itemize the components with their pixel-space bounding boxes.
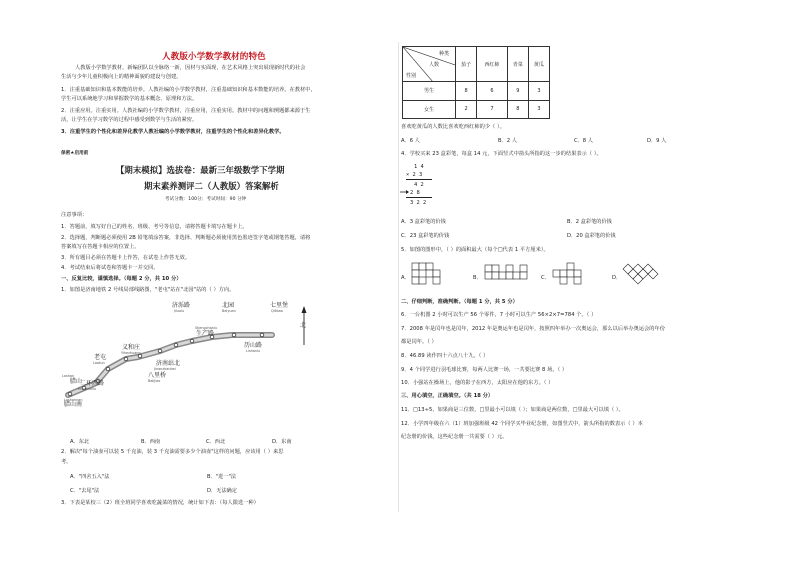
station-marker [68, 392, 72, 396]
q3-option-c: C．8 人 [574, 138, 593, 144]
station-pinyin: Qilibao [271, 309, 283, 313]
station-pinyin: Yihezhuang [121, 351, 141, 355]
station-marker [190, 339, 194, 343]
q1-option-a: A．东北 [70, 439, 90, 445]
table-cell: 2 [456, 100, 477, 119]
station-label: 老屯 [94, 354, 107, 361]
exam-title-2: 期末素养测评二（人教版）答案解析 [144, 181, 279, 191]
q4-option-b: B．2 盒彩笔的价钱 [567, 219, 612, 225]
station-marker [232, 333, 236, 337]
north-arrow-head [302, 306, 307, 313]
q5-shape-b [484, 264, 538, 288]
feature-line: 3．注重学生的个性化和差异化教学人教社编的小学数学教材，注重学生的个性化和差异化教学。 [61, 129, 285, 135]
corner-top-label: 种类 [439, 51, 450, 57]
column-divider [398, 42, 399, 512]
table-cell: 9 [507, 82, 528, 101]
arrow-icon [400, 188, 410, 196]
fill-line: 12．小学四年级在六（1）班加强班级 42 个同学买毕业纪念册，如图竖式中，箭头所指的数表示（ ）本 [401, 421, 643, 427]
table-cell: 8 [456, 82, 477, 101]
q2-option-c: C．"去尾"法 [70, 488, 100, 494]
row-label: 女生 [403, 100, 456, 119]
intro-line: 人教版小学数学教材，新编团队以全脉络一新，因材与实面现，在艺术风格上突出展现新时代的社会 [75, 65, 306, 71]
section-2-heading: 二、仔细判断，准确判断。（每题 1 分，共 5 分） [401, 299, 518, 305]
notes-heading: 注意事项： [61, 212, 88, 218]
question-3-text: 喜欢吃黄瓜的人数比喜欢吃西红柿的少（ ）。 [401, 124, 505, 130]
preference-table-wrap [402, 46, 550, 119]
station-label: 八里桥 [148, 372, 167, 379]
q1-option-d: D．东南 [272, 439, 292, 445]
exam-title-1: 【期末模拟】选拔卷：最新三年级数学下学期 [116, 165, 285, 175]
q5-option-d: D． [612, 275, 622, 281]
station-pinyin: Erhuanxilu [78, 387, 97, 391]
station-marker [158, 349, 162, 353]
station-marker [260, 333, 264, 337]
table-cell: 8 [507, 100, 528, 119]
judge-line: 都是闰年。（ ） [401, 339, 437, 345]
judge-line: 7．2008 年是闰年也是闰年，2012 年是奥运年也是闰年，按照四年举办一次奥运会，那么以后举办奥运会的年份 [401, 326, 666, 332]
intro-line: 生活与少年儿童积极向上的精神面貌的建设与创建。 [61, 74, 182, 80]
judge-line: 8．46.89 读作四十六点八十九。（ ） [401, 353, 489, 359]
question-1: 1．如图是济南地铁 2 号线局部线路图，"老屯"站在"北园"站的（ ）方向。 [61, 287, 235, 293]
vertical-multiplication [404, 164, 434, 214]
q3-option-d: D．9 人 [647, 138, 667, 144]
feature-line: 1．注重基础知识和基本数能的培养。人教社编的小学数学教材，注重基础知识和基本数能的培养。在教材中， [61, 87, 316, 93]
mult-line: 4 2 [414, 182, 424, 188]
corner-mid-label: 人数 [429, 62, 440, 68]
q4-option-a: A．3 盒彩笔的价钱 [401, 219, 446, 225]
mult-line: 3 2 2 [410, 200, 427, 206]
station-marker [174, 343, 178, 347]
q1-option-b: B．西南 [141, 439, 161, 445]
q5-shape-a [411, 262, 451, 292]
q5-shape-c [552, 262, 592, 292]
table-corner [403, 47, 456, 82]
table-cell: 6 [477, 82, 508, 101]
station-label: 腊山南 [64, 401, 83, 408]
confidential-tag: 保密★启用前 [61, 151, 89, 156]
q3-option-b: B．2 人 [498, 138, 517, 144]
feature-line: 2．注重应用。注重实用。人教社编的小学数学教材，注重应用，注重实用。教材中的问题和例题都来源于生 [61, 108, 311, 114]
mult-line: 2 8 [410, 190, 420, 196]
station-label: 生产路 [196, 330, 215, 337]
q2-option-b: B．"进一"法 [207, 474, 237, 480]
station-pinyin: Lashan [62, 374, 75, 378]
station-label: 七里堡 [270, 302, 289, 309]
judge-line: 10．小强站在操场上，他的影子在西方，太阳应在他的东方。（ ） [401, 380, 554, 386]
note-line: 3．所有题目必须在答题卡上作答，在试卷上作答无效。 [61, 255, 191, 261]
station-label: 二环西路 [80, 380, 105, 387]
judge-line: 6．一台机器 2 小时可以生产 56 个零件，7 小时可以生产 56×2×7=784 个。（ ） [401, 312, 597, 318]
question-5: 5．如图的图形中，（ ）的面积最大（每个□代表 1 平方厘米）。 [401, 247, 549, 253]
q5-option-c: C． [541, 275, 550, 281]
station-label: 济南站北 [156, 360, 181, 367]
feature-line: 学生可以系统地学习和掌握数学的基本概念、原理和方法。 [61, 96, 198, 102]
q3-option-a: A．6 人 [401, 138, 420, 144]
exam-meta: 考试分数：100分；考试时间：90 分钟 [165, 197, 247, 202]
q5-shape-d [622, 262, 662, 288]
station-pinyin: Lashannan [64, 398, 83, 402]
station-marker [124, 357, 128, 361]
mult-line: × 2 3 [406, 172, 423, 178]
fill-line: 纪念册的价钱，这些纪念册一共需要（ ）元。 [401, 434, 508, 440]
question-4: 4．学校买来 23 盒彩笔，每盒 14 元，下面竖式中箭头所指的这一步的结果表示（ ）。 [401, 151, 602, 157]
question-2: 2．解决"每个油壶可以装 5 千克油，装 3 千克油需要多少个油壶"这样的问题，应该用（ ）来思 [61, 449, 284, 455]
table-row [403, 82, 550, 101]
table-cell: 3 [528, 100, 549, 119]
station-label: 腊山 [70, 378, 83, 385]
q1-option-c: C．西北 [206, 439, 226, 445]
station-pinyin: Lishanlu [246, 349, 261, 353]
table-cell: 3 [528, 82, 549, 101]
table-header: 黄瓜 [528, 47, 549, 82]
station-label: 北园 [222, 302, 235, 309]
note-line: 2．选择题，判断题必须使用 2B 铅笔填涂答案，非选择、判断题必须使用黑色墨迹签字笔或钢笔答题，请将 [61, 235, 311, 241]
station-label: 义和庄 [122, 344, 141, 351]
fill-line: 11．□13÷5，如果商是三位数，□里最小可以填（ ）；如果商是两位数，□里最大可以填（ ）。 [401, 407, 624, 413]
question-2-cont: 考。 [61, 459, 72, 465]
row-label: 男生 [403, 82, 456, 101]
table-row [403, 100, 550, 119]
q4-option-c: C．23 盒彩笔的价钱 [401, 233, 450, 239]
table-header: 青菜 [507, 47, 528, 82]
station-pinyin: Jiluolu [174, 309, 185, 313]
station-pinyin: Laotun [93, 361, 105, 365]
section-3-heading: 三、用心填空，正确填空。（共 18 分） [401, 393, 494, 399]
note-line: 4．考试结束后将试卷和答题卡一并交回。 [61, 265, 159, 271]
north-label: 北 [300, 322, 307, 329]
note-line: 1．答题前，填写好自己的姓名、班级、考号等信息，请将答题卡填写在题卡上。 [61, 224, 248, 230]
q2-option-d: D．无法确定 [207, 488, 237, 494]
station-pinyin: Shengchanlu [195, 326, 218, 330]
section-1-heading: 一、反复比较，谨慎选择。（每题 2 分，共 10 分） [61, 276, 182, 282]
q4-option-d: D．20 盒彩笔的价钱 [567, 233, 616, 239]
feature-title: 人教版小学数学教材的特色 [162, 52, 266, 62]
station-pinyin: Beiyuan [222, 309, 236, 313]
feature-line: 活，让学生在学习数学的过程中感受到数学与生活的紧密。 [61, 117, 198, 123]
table-cell: 7 [477, 100, 508, 119]
preference-table [402, 46, 550, 119]
table-header: 西红柿 [477, 47, 508, 82]
metro-map [62, 297, 332, 409]
station-marker [106, 367, 110, 371]
note-line: 答案填写在答题卡相应的位置上。 [61, 244, 140, 250]
station-pinyin: Jinanzhanbei [154, 367, 176, 371]
mult-line: 1 4 [414, 164, 424, 170]
station-pinyin: Balijiao [148, 379, 161, 383]
question-3: 3．下表是某校三（2）班全班同学喜欢吃蔬菜的情况，统计如下表：（每人限选一种） [61, 500, 259, 506]
q2-option-a: A．"四舍五入"法 [70, 474, 110, 480]
corner-bottom-label: 性别 [406, 73, 417, 79]
q5-option-a: A． [401, 275, 410, 281]
station-label: 济泺路 [172, 302, 191, 309]
judge-line: 9．4 个同学进行羽毛球比赛，每两人比赛一场，一共要比赛 8 场。（ ） [401, 367, 568, 373]
q5-option-b: B． [473, 275, 482, 281]
station-label: 历山路 [244, 342, 263, 349]
table-header: 茄子 [456, 47, 477, 82]
